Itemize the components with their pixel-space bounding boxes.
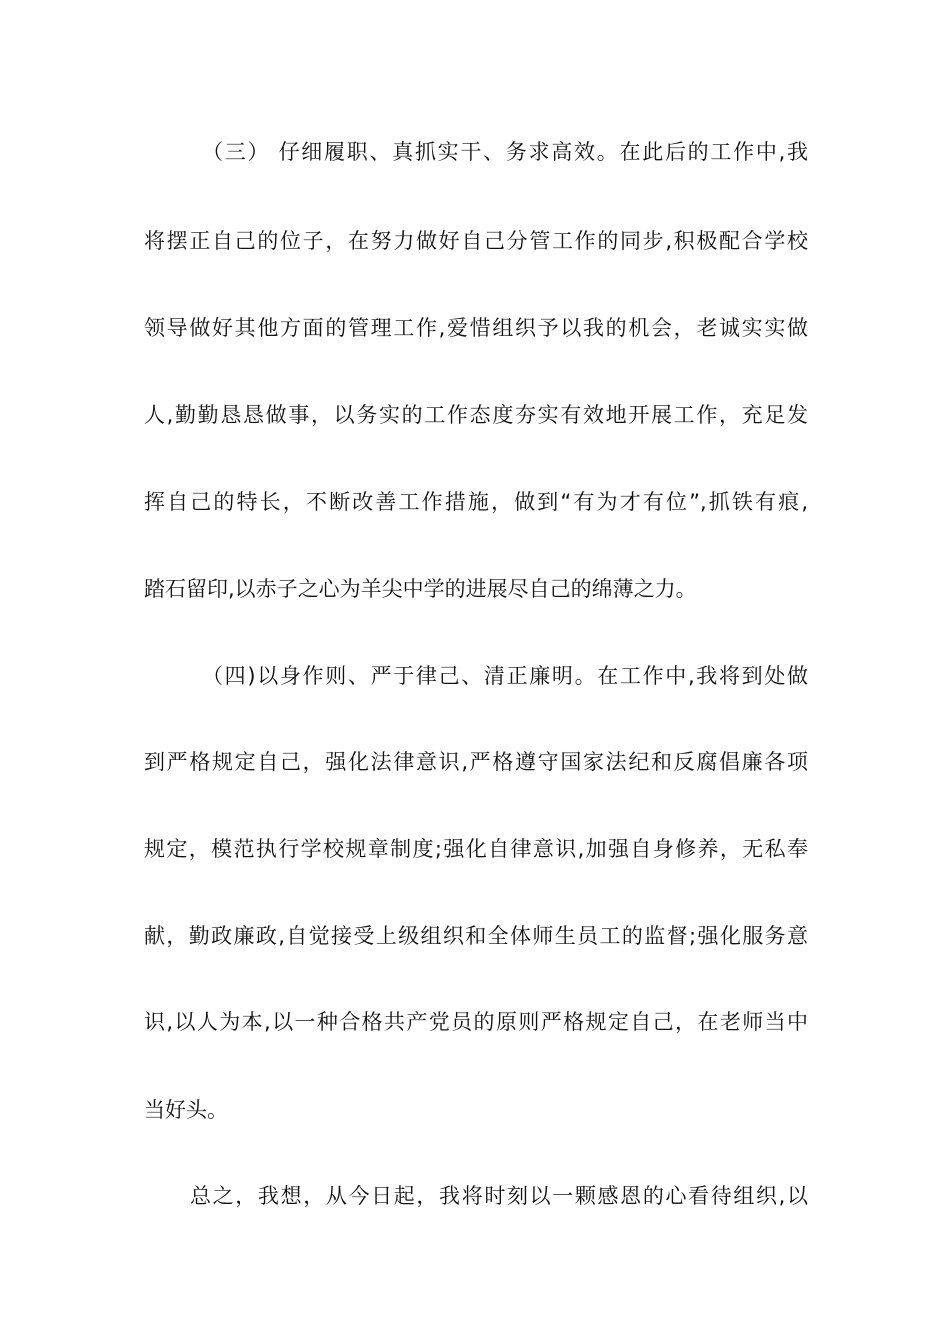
conclusion-line-1: 总之，我想，从今日起，我将时刻以一颗感恩的心看待组织,以 — [190, 1184, 808, 1208]
paragraph-3-line-3: 领导做好其他方面的管理工作,爱惜组织予以我的机会，老诚实实做 — [144, 316, 808, 340]
paragraph-3-line-5: 挥自己的特长，不断改善工作措施，做到“有为才有位”,抓铁有痕, — [144, 490, 808, 514]
paragraph-3-line-1: （三） 仔细履职、真抓实干、务求高效。在此后的工作中,我 — [202, 140, 808, 164]
paragraph-4-line-4: 献，勤政廉政,自觉接受上级组织和全体师生员工的监督;强化服务意 — [144, 924, 808, 948]
paragraph-4-line-5: 识,以人为本,以一种合格共产党员的原则严格规定自己，在老师当中 — [144, 1010, 808, 1034]
paragraph-3-line-6: 踏石留印,以赤子之心为羊尖中学的进展尽自己的绵薄之力。 — [144, 577, 697, 601]
paragraph-4-line-2: 到严格规定自己，强化法律意识,严格遵守国家法纪和反腐倡廉各项 — [144, 750, 808, 774]
paragraph-4-line-1: （四)以身作则、严于律己、清正廉明。在工作中,我将到处做 — [202, 664, 808, 688]
paragraph-4-line-6: 当好头。 — [144, 1098, 228, 1122]
paragraph-4-line-3: 规定，模范执行学校规章制度;强化自律意识,加强自身修养，无私奉 — [144, 837, 808, 861]
paragraph-3-line-4: 人,勤勤恳恳做事，以务实的工作态度夯实有效地开展工作，充足发 — [144, 403, 808, 427]
paragraph-3-line-2: 将摆正自己的位子，在努力做好自己分管工作的同步,积极配合学校 — [144, 229, 808, 253]
